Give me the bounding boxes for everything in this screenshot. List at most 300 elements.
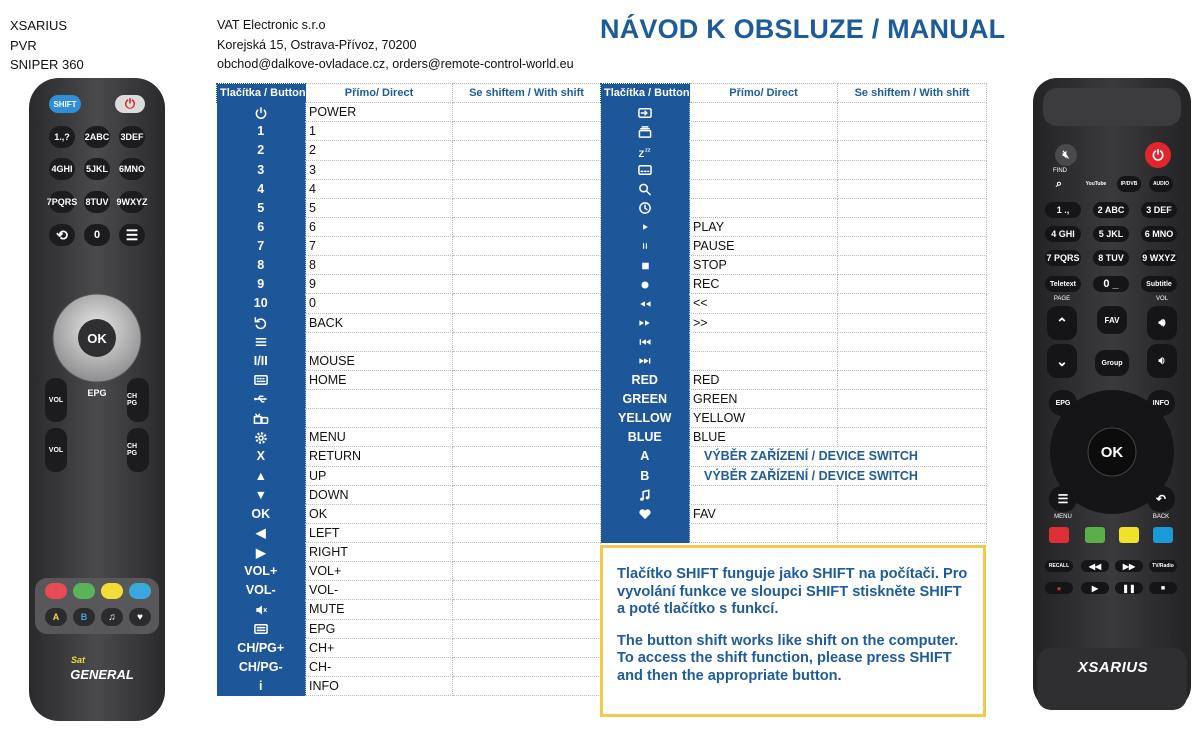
direct-cell: YELLOW bbox=[690, 409, 838, 428]
search-icon bbox=[637, 182, 653, 196]
shift-cell bbox=[453, 543, 601, 562]
table-row bbox=[217, 638, 601, 657]
right-key-table bbox=[600, 83, 987, 543]
direct-cell: CH- bbox=[306, 657, 453, 676]
number-5-button[interactable]: 5 JKL bbox=[1093, 226, 1129, 242]
number-2-button[interactable]: 2ABC bbox=[84, 126, 110, 148]
direct-cell bbox=[306, 332, 453, 351]
number-3-button[interactable]: 3DEF bbox=[119, 126, 145, 148]
subtitle-icon bbox=[637, 163, 653, 177]
button-cell bbox=[601, 294, 690, 313]
button-label: 2 bbox=[257, 143, 265, 158]
button-label: 7 bbox=[257, 239, 265, 254]
shift-cell bbox=[453, 581, 601, 600]
table-row bbox=[217, 562, 601, 581]
direct-cell: PLAY bbox=[690, 217, 838, 236]
button-label: ◀ bbox=[255, 526, 266, 541]
button-cell bbox=[217, 275, 306, 294]
brand-xsarius-label: XSARIUS bbox=[1077, 658, 1149, 676]
button-cell bbox=[601, 160, 690, 179]
direct-cell: INFO bbox=[306, 676, 453, 695]
find-button[interactable]: ⌕ bbox=[1055, 177, 1063, 190]
button-cell bbox=[601, 103, 690, 122]
ipdvb-button[interactable]: IP/DVB bbox=[1117, 176, 1141, 192]
shift-cell bbox=[453, 122, 601, 141]
table-row bbox=[601, 390, 987, 409]
number-6-button[interactable]: 6MNO bbox=[119, 158, 145, 180]
button-cell bbox=[601, 466, 690, 485]
direct-cell bbox=[306, 390, 453, 409]
button-cell bbox=[601, 217, 690, 236]
direct-cell: 6 bbox=[306, 217, 453, 236]
direct-cell: 9 bbox=[306, 275, 453, 294]
table-row bbox=[601, 466, 987, 485]
shift-cell bbox=[453, 141, 601, 160]
direct-cell: 3 bbox=[306, 160, 453, 179]
direct-cell bbox=[690, 160, 838, 179]
direct-cell: FAV bbox=[690, 504, 838, 523]
fast-forward-icon bbox=[637, 316, 653, 330]
power-button[interactable]: ⏻ bbox=[115, 95, 145, 113]
table-row bbox=[217, 466, 601, 485]
table-row bbox=[217, 428, 601, 447]
vol-minus-button[interactable]: VOL bbox=[45, 428, 67, 472]
button-cell bbox=[601, 179, 690, 198]
direct-cell bbox=[306, 409, 453, 428]
table-row bbox=[601, 370, 987, 389]
svg-text:Z: Z bbox=[638, 148, 644, 158]
green-button[interactable] bbox=[73, 583, 95, 599]
button-cell bbox=[601, 275, 690, 294]
page-down-button[interactable]: ⌄ bbox=[1047, 344, 1077, 378]
tvradio-button[interactable]: TV/Radio bbox=[1149, 560, 1177, 572]
power-icon bbox=[253, 106, 269, 120]
button-cell bbox=[217, 638, 306, 657]
direct-cell bbox=[690, 351, 838, 370]
heart-button[interactable]: ♥ bbox=[129, 608, 151, 626]
shift-cell bbox=[453, 619, 601, 638]
table-row bbox=[601, 237, 987, 256]
table-row bbox=[217, 237, 601, 256]
button-cell bbox=[601, 351, 690, 370]
shift-cell bbox=[838, 198, 987, 217]
direct-cell: OK bbox=[306, 504, 453, 523]
vol-down-button[interactable]: 🔉︎ bbox=[1147, 344, 1177, 378]
table-row bbox=[217, 103, 601, 122]
table-row bbox=[217, 523, 601, 542]
direct-cell bbox=[690, 485, 838, 504]
table-row bbox=[217, 332, 601, 351]
table-row bbox=[217, 619, 601, 638]
direct-cell: REC bbox=[690, 275, 838, 294]
find-label: FIND bbox=[1053, 168, 1067, 174]
button-cell bbox=[601, 485, 690, 504]
number-3-button[interactable]: 3 DEF bbox=[1141, 202, 1177, 218]
shift-note-box bbox=[600, 545, 986, 717]
direct-cell: 7 bbox=[306, 237, 453, 256]
page-title: NÁVOD K OBSLUZE / MANUAL bbox=[600, 14, 1006, 44]
shift-cell bbox=[838, 294, 987, 313]
button-label: 1 bbox=[257, 124, 265, 139]
company-address: Korejská 15, Ostrava-Přívoz, 70200 bbox=[217, 37, 417, 52]
shift-cell bbox=[453, 485, 601, 504]
button-label: VOL+ bbox=[244, 564, 278, 579]
vol-up-button[interactable]: 🔊︎ bbox=[1147, 306, 1177, 340]
button-label: GREEN bbox=[622, 392, 667, 407]
table-row bbox=[217, 294, 601, 313]
shift-cell bbox=[453, 351, 601, 370]
menu-button[interactable]: ☰ bbox=[1049, 486, 1077, 512]
shift-cell bbox=[838, 504, 987, 523]
shift-cell bbox=[453, 313, 601, 332]
button-label: 5 bbox=[257, 200, 265, 215]
table-row bbox=[217, 313, 601, 332]
shift-cell bbox=[838, 217, 987, 236]
col-header-shift: Se shiftem / With shift bbox=[838, 84, 987, 103]
shift-cell bbox=[838, 160, 987, 179]
direct-cell: 2 bbox=[306, 141, 453, 160]
button-cell bbox=[217, 676, 306, 695]
direct-cell: VÝBĚR ZAŘÍZENÍ / DEVICE SWITCH bbox=[690, 447, 987, 466]
shift-cell bbox=[453, 390, 601, 409]
teletext-button[interactable]: Teletext bbox=[1045, 276, 1081, 292]
group-button[interactable]: Group bbox=[1095, 350, 1129, 376]
number-9-button[interactable]: 9 WXYZ bbox=[1141, 250, 1177, 266]
table-row bbox=[601, 294, 987, 313]
number-8-button[interactable]: 8 TUV bbox=[1093, 250, 1129, 266]
direct-cell: >> bbox=[690, 313, 838, 332]
direct-cell bbox=[690, 141, 838, 160]
table-row bbox=[601, 160, 987, 179]
mute-icon bbox=[253, 603, 269, 617]
direct-cell: EPG bbox=[306, 619, 453, 638]
button-label: 10 bbox=[253, 296, 268, 311]
button-cell bbox=[601, 332, 690, 351]
blue-button[interactable] bbox=[129, 583, 151, 599]
shift-cell bbox=[838, 122, 987, 141]
red-button[interactable] bbox=[45, 583, 67, 599]
col-header-direct: Přímo/ Direct bbox=[690, 84, 838, 103]
play-icon bbox=[637, 220, 653, 234]
left-key-table bbox=[216, 83, 601, 696]
epg-button[interactable]: EPG bbox=[1049, 390, 1077, 416]
direct-cell: RETURN bbox=[306, 447, 453, 466]
number-8-button[interactable]: 8TUV bbox=[84, 191, 110, 213]
pause-icon bbox=[637, 239, 653, 253]
direct-cell: DOWN bbox=[306, 485, 453, 504]
page-up-button[interactable]: ⌃ bbox=[1047, 306, 1077, 340]
button-cell bbox=[601, 237, 690, 256]
stop-icon bbox=[637, 259, 653, 273]
brand-general-label: GENERAL bbox=[70, 666, 134, 682]
pause-button[interactable]: ❚❚ bbox=[1115, 582, 1143, 594]
shift-cell bbox=[838, 179, 987, 198]
table-row bbox=[217, 141, 601, 160]
red-button[interactable] bbox=[1049, 527, 1069, 543]
mute-button[interactable]: 🔇︎ bbox=[1055, 144, 1077, 166]
button-cell bbox=[217, 160, 306, 179]
button-cell bbox=[217, 103, 306, 122]
table-row bbox=[601, 504, 987, 523]
shift-cell bbox=[838, 313, 987, 332]
button-cell bbox=[217, 409, 306, 428]
record-button[interactable]: ● bbox=[1045, 582, 1073, 594]
direct-cell: 1 bbox=[306, 122, 453, 141]
type-line: PVR bbox=[10, 37, 37, 53]
shift-cell bbox=[453, 256, 601, 275]
rewind-button[interactable]: ◀◀ bbox=[1081, 560, 1109, 572]
button-cell bbox=[217, 351, 306, 370]
back-label: BACK bbox=[1152, 514, 1170, 520]
button-cell bbox=[601, 409, 690, 428]
company-email: obchod@dalkove-ovladace.cz, orders@remote-control-world.eu bbox=[217, 57, 574, 71]
direct-cell bbox=[690, 179, 838, 198]
shift-cell bbox=[453, 198, 601, 217]
back-button[interactable]: ⟲ bbox=[49, 224, 75, 246]
button-cell bbox=[601, 447, 690, 466]
button-cell bbox=[217, 141, 306, 160]
table-row bbox=[601, 428, 987, 447]
direct-cell: VOL- bbox=[306, 581, 453, 600]
brand-sat-label: Sat bbox=[70, 655, 85, 665]
fast-forward-button[interactable]: ▶▶ bbox=[1115, 560, 1143, 572]
direct-cell: VÝBĚR ZAŘÍZENÍ / DEVICE SWITCH bbox=[690, 466, 987, 485]
company-info bbox=[217, 16, 574, 75]
clock-icon bbox=[637, 201, 653, 215]
number-7-button[interactable]: 7PQRS bbox=[49, 191, 75, 213]
table-row bbox=[601, 198, 987, 217]
direct-cell bbox=[690, 332, 838, 351]
ch-minus-button[interactable]: CH PG bbox=[127, 428, 149, 472]
direct-cell: 8 bbox=[306, 256, 453, 275]
button-cell bbox=[601, 141, 690, 160]
table-row bbox=[217, 160, 601, 179]
col-header-button: Tlačítka / Button bbox=[217, 84, 306, 103]
brand-line: XSARIUS bbox=[10, 18, 68, 33]
button-cell bbox=[601, 504, 690, 523]
shift-cell bbox=[453, 294, 601, 313]
direct-cell: 5 bbox=[306, 198, 453, 217]
table-row bbox=[217, 217, 601, 236]
table-row bbox=[601, 122, 987, 141]
music-icon bbox=[637, 488, 653, 502]
button-cell bbox=[217, 256, 306, 275]
youtube-button[interactable]: YouTube bbox=[1085, 181, 1107, 187]
button-cell bbox=[217, 428, 306, 447]
b-button[interactable]: B bbox=[73, 608, 95, 626]
input-icon bbox=[637, 106, 653, 120]
menu-lines-button[interactable]: ☰ bbox=[119, 224, 145, 246]
button-cell bbox=[217, 237, 306, 256]
epg-button[interactable]: EPG bbox=[87, 388, 107, 398]
note-czech: Tlačítko SHIFT funguje jako SHIFT na počítači. Pro vyvolání funkce ve sloupci SHIFT stiskněte SHIFT a poté tlačítko s funkcí. bbox=[617, 566, 968, 618]
button-cell bbox=[601, 198, 690, 217]
number-2-button[interactable]: 2 ABC bbox=[1093, 202, 1129, 218]
next-icon bbox=[637, 354, 653, 368]
stop-button[interactable]: ■ bbox=[1149, 582, 1177, 594]
table-row bbox=[217, 504, 601, 523]
button-label: OK bbox=[251, 506, 271, 521]
table-row bbox=[601, 351, 987, 370]
direct-cell: GREEN bbox=[690, 390, 838, 409]
direct-cell: 0 bbox=[306, 294, 453, 313]
shift-cell bbox=[453, 103, 601, 122]
button-label: X bbox=[256, 449, 265, 464]
number-5-button[interactable]: 5JKL bbox=[84, 158, 110, 180]
button-label: BLUE bbox=[627, 430, 662, 445]
button-label: YELLOW bbox=[618, 411, 672, 426]
button-cell bbox=[217, 619, 306, 638]
number-0-button[interactable]: 0 bbox=[84, 224, 110, 246]
shift-cell bbox=[838, 523, 987, 542]
button-label: 8 bbox=[257, 258, 265, 273]
table-row bbox=[601, 447, 987, 466]
usb-icon bbox=[253, 392, 269, 406]
table-row bbox=[601, 179, 987, 198]
table-row bbox=[601, 217, 987, 236]
ch-plus-button[interactable]: CH PG bbox=[127, 378, 149, 422]
back-arrow-icon bbox=[253, 316, 269, 330]
shift-cell bbox=[453, 409, 601, 428]
audio-button[interactable]: AUDIO bbox=[1149, 176, 1173, 192]
shift-cell bbox=[453, 370, 601, 389]
button-label: A bbox=[640, 449, 650, 464]
button-label: CH/PG+ bbox=[237, 640, 285, 655]
sleep-icon bbox=[637, 144, 653, 158]
button-cell bbox=[601, 122, 690, 141]
shift-cell bbox=[838, 103, 987, 122]
record-icon bbox=[637, 278, 653, 292]
shift-cell bbox=[453, 428, 601, 447]
note-english: The button shift works like shift on the computer. To access the shift function, please press SHIFT and then the appropriate button. bbox=[617, 632, 959, 684]
button-label: 9 bbox=[257, 277, 265, 292]
shift-cell bbox=[838, 141, 987, 160]
shift-cell bbox=[453, 275, 601, 294]
table-row bbox=[601, 256, 987, 275]
direct-cell: << bbox=[690, 294, 838, 313]
shift-cell bbox=[838, 332, 987, 351]
button-cell bbox=[217, 657, 306, 676]
button-cell bbox=[217, 313, 306, 332]
ok-button[interactable]: OK bbox=[1100, 443, 1124, 461]
number-1-button[interactable]: 1 ., bbox=[1045, 202, 1081, 218]
number-6-button[interactable]: 6 MNO bbox=[1141, 226, 1177, 242]
recall-button[interactable]: RECALL bbox=[1045, 560, 1073, 572]
page-label: PAGE bbox=[1053, 296, 1071, 302]
shift-cell bbox=[453, 179, 601, 198]
shift-cell bbox=[838, 428, 987, 447]
col-header-button: Tlačítka / Button bbox=[601, 84, 690, 103]
tv-radio-icon bbox=[253, 412, 269, 426]
menu-lines-icon bbox=[253, 335, 269, 349]
a-button[interactable]: A bbox=[45, 608, 67, 626]
table-row bbox=[217, 122, 601, 141]
number-4-button[interactable]: 4 GHI bbox=[1045, 226, 1081, 242]
button-cell bbox=[217, 390, 306, 409]
shift-cell bbox=[453, 600, 601, 619]
button-cell bbox=[601, 256, 690, 275]
col-header-shift: Se shiftem / With shift bbox=[453, 84, 601, 103]
direct-cell: MOUSE bbox=[306, 351, 453, 370]
button-label: I/II bbox=[253, 353, 268, 368]
button-label: RED bbox=[631, 372, 658, 387]
button-cell bbox=[217, 370, 306, 389]
button-cell bbox=[217, 581, 306, 600]
shift-cell bbox=[453, 638, 601, 657]
menu-label: MENU bbox=[1054, 514, 1072, 520]
direct-cell: UP bbox=[306, 466, 453, 485]
number-0-button[interactable]: 0 _ bbox=[1093, 276, 1129, 292]
shift-cell bbox=[838, 409, 987, 428]
shift-cell bbox=[453, 160, 601, 179]
direct-cell: STOP bbox=[690, 256, 838, 275]
shift-button[interactable]: SHIFT bbox=[49, 95, 81, 113]
button-label: ▼ bbox=[254, 487, 267, 502]
vol-label: VOL bbox=[1155, 296, 1168, 302]
previous-icon bbox=[637, 335, 653, 349]
music-button[interactable]: ♫ bbox=[101, 608, 123, 626]
button-cell bbox=[217, 466, 306, 485]
svg-text:zz: zz bbox=[644, 147, 651, 154]
play-button[interactable]: ▶ bbox=[1081, 582, 1109, 594]
number-9-button[interactable]: 9WXYZ bbox=[119, 191, 145, 213]
ok-button[interactable]: OK bbox=[87, 330, 107, 346]
yellow-button[interactable] bbox=[1119, 527, 1139, 543]
gear-icon bbox=[253, 431, 269, 445]
table-row bbox=[217, 676, 601, 695]
shift-cell bbox=[453, 332, 601, 351]
direct-cell: BLUE bbox=[690, 428, 838, 447]
fav-button[interactable]: FAV bbox=[1097, 306, 1127, 334]
shift-cell bbox=[453, 237, 601, 256]
button-cell bbox=[217, 562, 306, 581]
shift-cell bbox=[453, 466, 601, 485]
number-1-button[interactable]: 1.,? bbox=[49, 126, 75, 148]
table-row bbox=[601, 141, 987, 160]
yellow-button[interactable] bbox=[101, 583, 123, 599]
info-button[interactable]: INFO bbox=[1147, 390, 1175, 416]
button-cell bbox=[217, 543, 306, 562]
number-7-button[interactable]: 7 PQRS bbox=[1045, 250, 1081, 266]
table-row bbox=[601, 332, 987, 351]
table-row bbox=[217, 485, 601, 504]
button-cell bbox=[601, 370, 690, 389]
back-button[interactable]: ↶ bbox=[1147, 486, 1175, 512]
table-row bbox=[217, 370, 601, 389]
button-cell bbox=[601, 523, 690, 542]
green-button[interactable] bbox=[1085, 527, 1105, 543]
blue-button[interactable] bbox=[1153, 527, 1173, 543]
direct-cell bbox=[690, 523, 838, 542]
number-4-button[interactable]: 4GHI bbox=[49, 158, 75, 180]
direct-cell: RED bbox=[690, 370, 838, 389]
table-row bbox=[217, 447, 601, 466]
table-row bbox=[217, 581, 601, 600]
shift-cell bbox=[453, 676, 601, 695]
shift-cell bbox=[453, 657, 601, 676]
button-cell bbox=[601, 390, 690, 409]
shift-cell bbox=[453, 562, 601, 581]
button-cell bbox=[217, 600, 306, 619]
power-button[interactable]: ⏻ bbox=[1145, 142, 1171, 168]
vol-plus-button[interactable]: VOL bbox=[45, 378, 67, 422]
button-cell bbox=[217, 504, 306, 523]
direct-cell: HOME bbox=[306, 370, 453, 389]
button-cell bbox=[217, 179, 306, 198]
subtitle-button[interactable]: Subtitle bbox=[1141, 276, 1177, 292]
shift-cell bbox=[838, 275, 987, 294]
direct-cell: VOL+ bbox=[306, 562, 453, 581]
